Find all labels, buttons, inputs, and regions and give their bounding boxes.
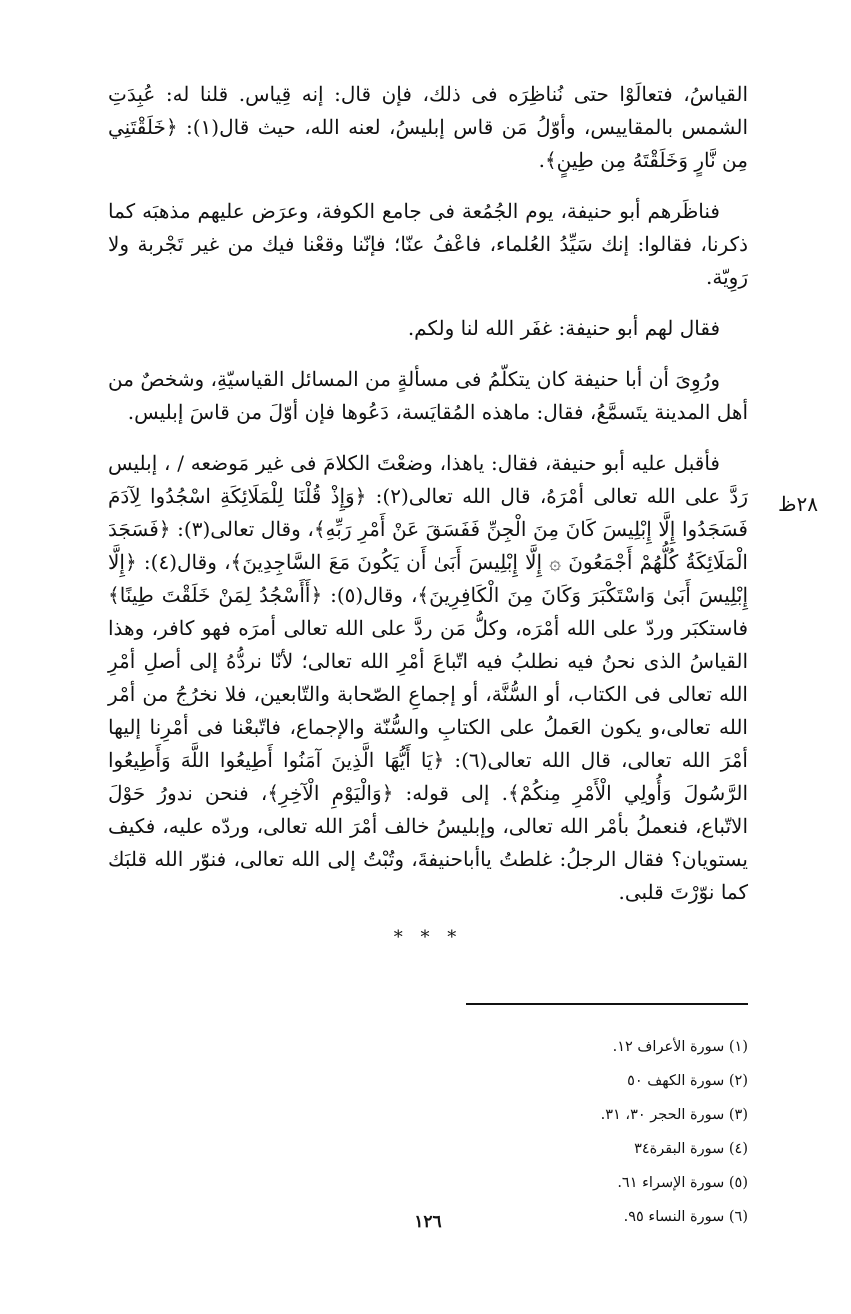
document-page <box>108 78 748 1258</box>
footnote-2: (٢) سورة الكهف ٥٠ <box>627 1073 748 1089</box>
footnote-5: (٥) سورة الإسراء ٦١. <box>617 1175 748 1191</box>
footnotes-list <box>348 1030 748 1234</box>
paragraph-2: فناظَرهم أبو حنيفة، يوم الجُمُعة فى جامع الكوفة، وعرَض عليهم مذهبَه كما ذكرنا، فقالوا: إنك سَيِّدُ العُلماء، فاعْفُ عنّا؛ فإنّنا وقعْنا فيك من غير تَجْربة ولا رَوِيّة. <box>108 199 748 289</box>
section-separator: * * * <box>393 927 463 948</box>
paragraph-3: فقال لهم أبو حنيفة: غفَر الله لنا ولكم. <box>407 316 720 340</box>
paragraph-1: القياسُ، فتعالَوْا حتى نُناظِرَه فى ذلك، فإن قال: إنه قِياس. قلنا له: عُبِدَتِ الشمس بالمقاييس، وأوّلُ مَن قاس إبليسُ، لعنه الله، حيث قال(١): ﴿خَلَقْتَنِي مِن نَّارٍ وَخَلَقْتَهُ مِن طِينٍ﴾. <box>108 82 748 172</box>
footnote-rule <box>466 1003 748 1005</box>
folio-margin-marker: ٢٨ظ <box>778 492 818 516</box>
footnote-4: (٤) سورة البقرة٣٤ <box>634 1141 748 1157</box>
footnote-3: (٣) سورة الحجر ٣٠، ٣١. <box>600 1107 748 1123</box>
footnote-1: (١) سورة الأعراف ١٢. <box>612 1039 748 1055</box>
page-number: ١٢٦ <box>414 1212 442 1232</box>
footnote-6: (٦) سورة النساء ٩٥. <box>623 1209 748 1225</box>
paragraph-5: فأقبل عليه أبو حنيفة، فقال: ياهذا، وضعْتَ الكلامَ فى غير مَوضعه / ، إبليس رَدَّ على الله تعالى أمْرَهُ، قال الله تعالى(٢): ﴿وَإِذْ قُلْنَا لِلْمَلَائِكَةِ اسْجُدُوا لِآدَمَ فَسَجَدُوا إِلَّا إِبْلِيسَ كَانَ مِنَ الْجِنِّ فَفَسَقَ عَنْ أَمْرِ رَبِّهِ﴾، وقال تعالى(٣): ﴿فَسَجَدَ الْمَلَائِكَةُ كُلُّهُمْ أَجْمَعُونَ ۞ إِلَّا إِبْلِيسَ أَبَىٰ أَن يَكُونَ مَعَ السَّاجِدِينَ﴾، وقال(٤): ﴿إِلَّا إِبْلِيسَ أَبَىٰ وَاسْتَكْبَرَ وَكَانَ مِنَ الْكَافِرِينَ﴾، وقال(٥): ﴿أَأَسْجُدُ لِمَنْ خَلَقْتَ طِينًا﴾ فاستكبَر وردّ على الله أمْرَه، وكلُّ مَن ردَّ على الله تعالى أمرَه فهو كافر، وهذا القياسُ الذى نحنُ فيه نطلبُ فيه اتّباعَ أمْرِ الله تعالى؛ لأنّا نردُّهُ إلى أصلِ أمْرِ الله تعالى فى الكتاب، أو السُّنَّة، أو إجماعِ الصّحابة والتّابعين، فلا نخرُجُ من أمْر الله تعالى،و يكون العَملُ على الكتابِ والسُّنّة والإجماع، فاتّبعْنا فى أمْرِنا إليها أمْرَ الله تعالى، قال الله تعالى(٦): ﴿يَا أَيُّهَا الَّذِينَ آمَنُوا أَطِيعُوا اللَّهَ وَأَطِيعُوا الرَّسُولَ وَأُولِي الْأَمْرِ مِنكُمْ﴾. إلى قوله: ﴿وَالْيَوْمِ الْآخِرِ﴾، فنحن ندورُ حَوْلَ الاتّباع، فنعملُ بأمْر الله تعالى، وإبليسُ خالف أمْرَ الله تعالى، وردّه عليه، فكيف يستويان؟ فقال الرجلُ: غلطتُ ياأباحنيفةَ، وتُبْتُ إلى الله تعالى، فنوّر الله قلبَك كما نوّرْتَ قلبى. <box>108 451 748 904</box>
paragraph-4: ورُوِىَ أن أبا حنيفة كان يتكلّمُ فى مسألةٍ من المسائل القياسيّةِ، وشخصٌ من أهل المدينة يتَسمَّعُ، فقال: ماهذه المُقايَسة، دَعُوها فإن أوّلَ من قاسَ إبليس. <box>108 367 748 424</box>
